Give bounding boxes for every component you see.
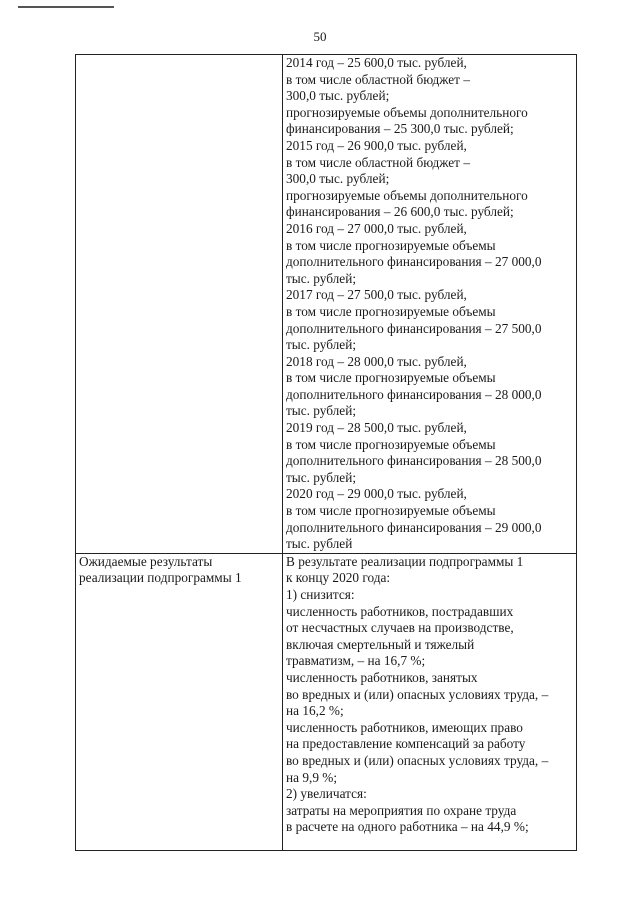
text-line: численность работников, пострадавших [286, 603, 514, 619]
scan-edge-mark [18, 6, 114, 8]
text-line: численность работников, занятых [286, 669, 478, 685]
text-line: 300,0 тыс. рублей; [286, 88, 390, 104]
row1-content-cell [283, 55, 577, 554]
text-line: 2017 год – 27 500,0 тыс. рублей, [286, 287, 467, 303]
text-line: 2014 год – 25 600,0 тыс. рублей, [286, 55, 467, 70]
text-line: в том числе прогнозируемые объемы [286, 436, 496, 452]
text-line: затраты на мероприятия по охране труда [286, 802, 517, 818]
text-line: тыс. рублей; [286, 337, 357, 353]
text-line: 2018 год – 28 000,0 тыс. рублей, [286, 353, 467, 369]
row1-label-cell [76, 55, 283, 554]
text-line: во вредных и (или) опасных условиях труда, – [286, 752, 549, 768]
label-line: реализации подпрограммы 1 [79, 570, 242, 586]
text-line: в том числе прогнозируемые объемы [286, 237, 496, 253]
program-table [75, 54, 577, 851]
text-line: 2019 год – 28 500,0 тыс. рублей, [286, 420, 467, 436]
text-line: численность работников, имеющих право [286, 719, 523, 735]
text-line: 2016 год – 27 000,0 тыс. рублей, [286, 220, 467, 236]
text-line: прогнозируемые объемы дополнительного [286, 104, 528, 120]
text-line: 1) снизится: [286, 587, 355, 602]
text-line: дополнительного финансирования – 27 500,0 [286, 320, 542, 336]
text-line: тыс. рублей; [286, 403, 357, 419]
text-line: в том числе областной бюджет – [286, 71, 470, 87]
table-row-expected-results [76, 553, 577, 850]
row2-content-cell [283, 553, 577, 850]
page-number: 50 [313, 29, 327, 44]
text-line: в том числе прогнозируемые объемы [286, 503, 496, 519]
text-line: дополнительного финансирования – 29 000,0 [286, 519, 542, 535]
text-line: 2) увеличатся: [286, 786, 367, 802]
text-line: финансирования – 25 300,0 тыс. рублей; [286, 121, 514, 137]
text-line: во вредных и (или) опасных условиях труда, – [286, 686, 549, 702]
text-line: в том числе прогнозируемые объемы [286, 303, 496, 319]
text-line: финансирования – 26 600,0 тыс. рублей; [286, 204, 514, 220]
text-line: прогнозируемые объемы дополнительного [286, 187, 528, 203]
row2-label-cell [76, 553, 283, 850]
text-line: травматизм, – на 16,7 %; [286, 653, 426, 669]
text-line: дополнительного финансирования – 28 500,0 [286, 453, 542, 469]
text-line: от несчастных случаев на производстве, [286, 620, 514, 636]
text-line: тыс. рублей [286, 536, 353, 552]
text-line: на 16,2 %; [286, 703, 344, 719]
text-line: в том числе областной бюджет – [286, 154, 470, 170]
text-line: 2020 год – 29 000,0 тыс. рублей, [286, 486, 467, 502]
text-line: к концу 2020 года: [286, 570, 391, 586]
text-line: В результате реализации подпрограммы 1 [286, 553, 524, 569]
text-line: включая смертельный и тяжелый [286, 636, 475, 652]
text-line: в том числе прогнозируемые объемы [286, 370, 496, 386]
label-line: Ожидаемые результаты [79, 553, 213, 569]
text-line: на предоставление компенсаций за работу [286, 736, 526, 752]
text-line: на 9,9 %; [286, 769, 338, 785]
text-line: тыс. рублей; [286, 270, 357, 286]
text-line: дополнительного финансирования – 27 000,0 [286, 254, 542, 270]
table-row-financing [76, 55, 577, 554]
text-line: 2015 год – 26 900,0 тыс. рублей, [286, 137, 467, 153]
text-line: тыс. рублей; [286, 469, 357, 485]
text-line: 300,0 тыс. рублей; [286, 171, 390, 187]
text-line: в расчете на одного работника – на 44,9 %; [286, 819, 529, 835]
text-line: дополнительного финансирования – 28 000,0 [286, 386, 542, 402]
